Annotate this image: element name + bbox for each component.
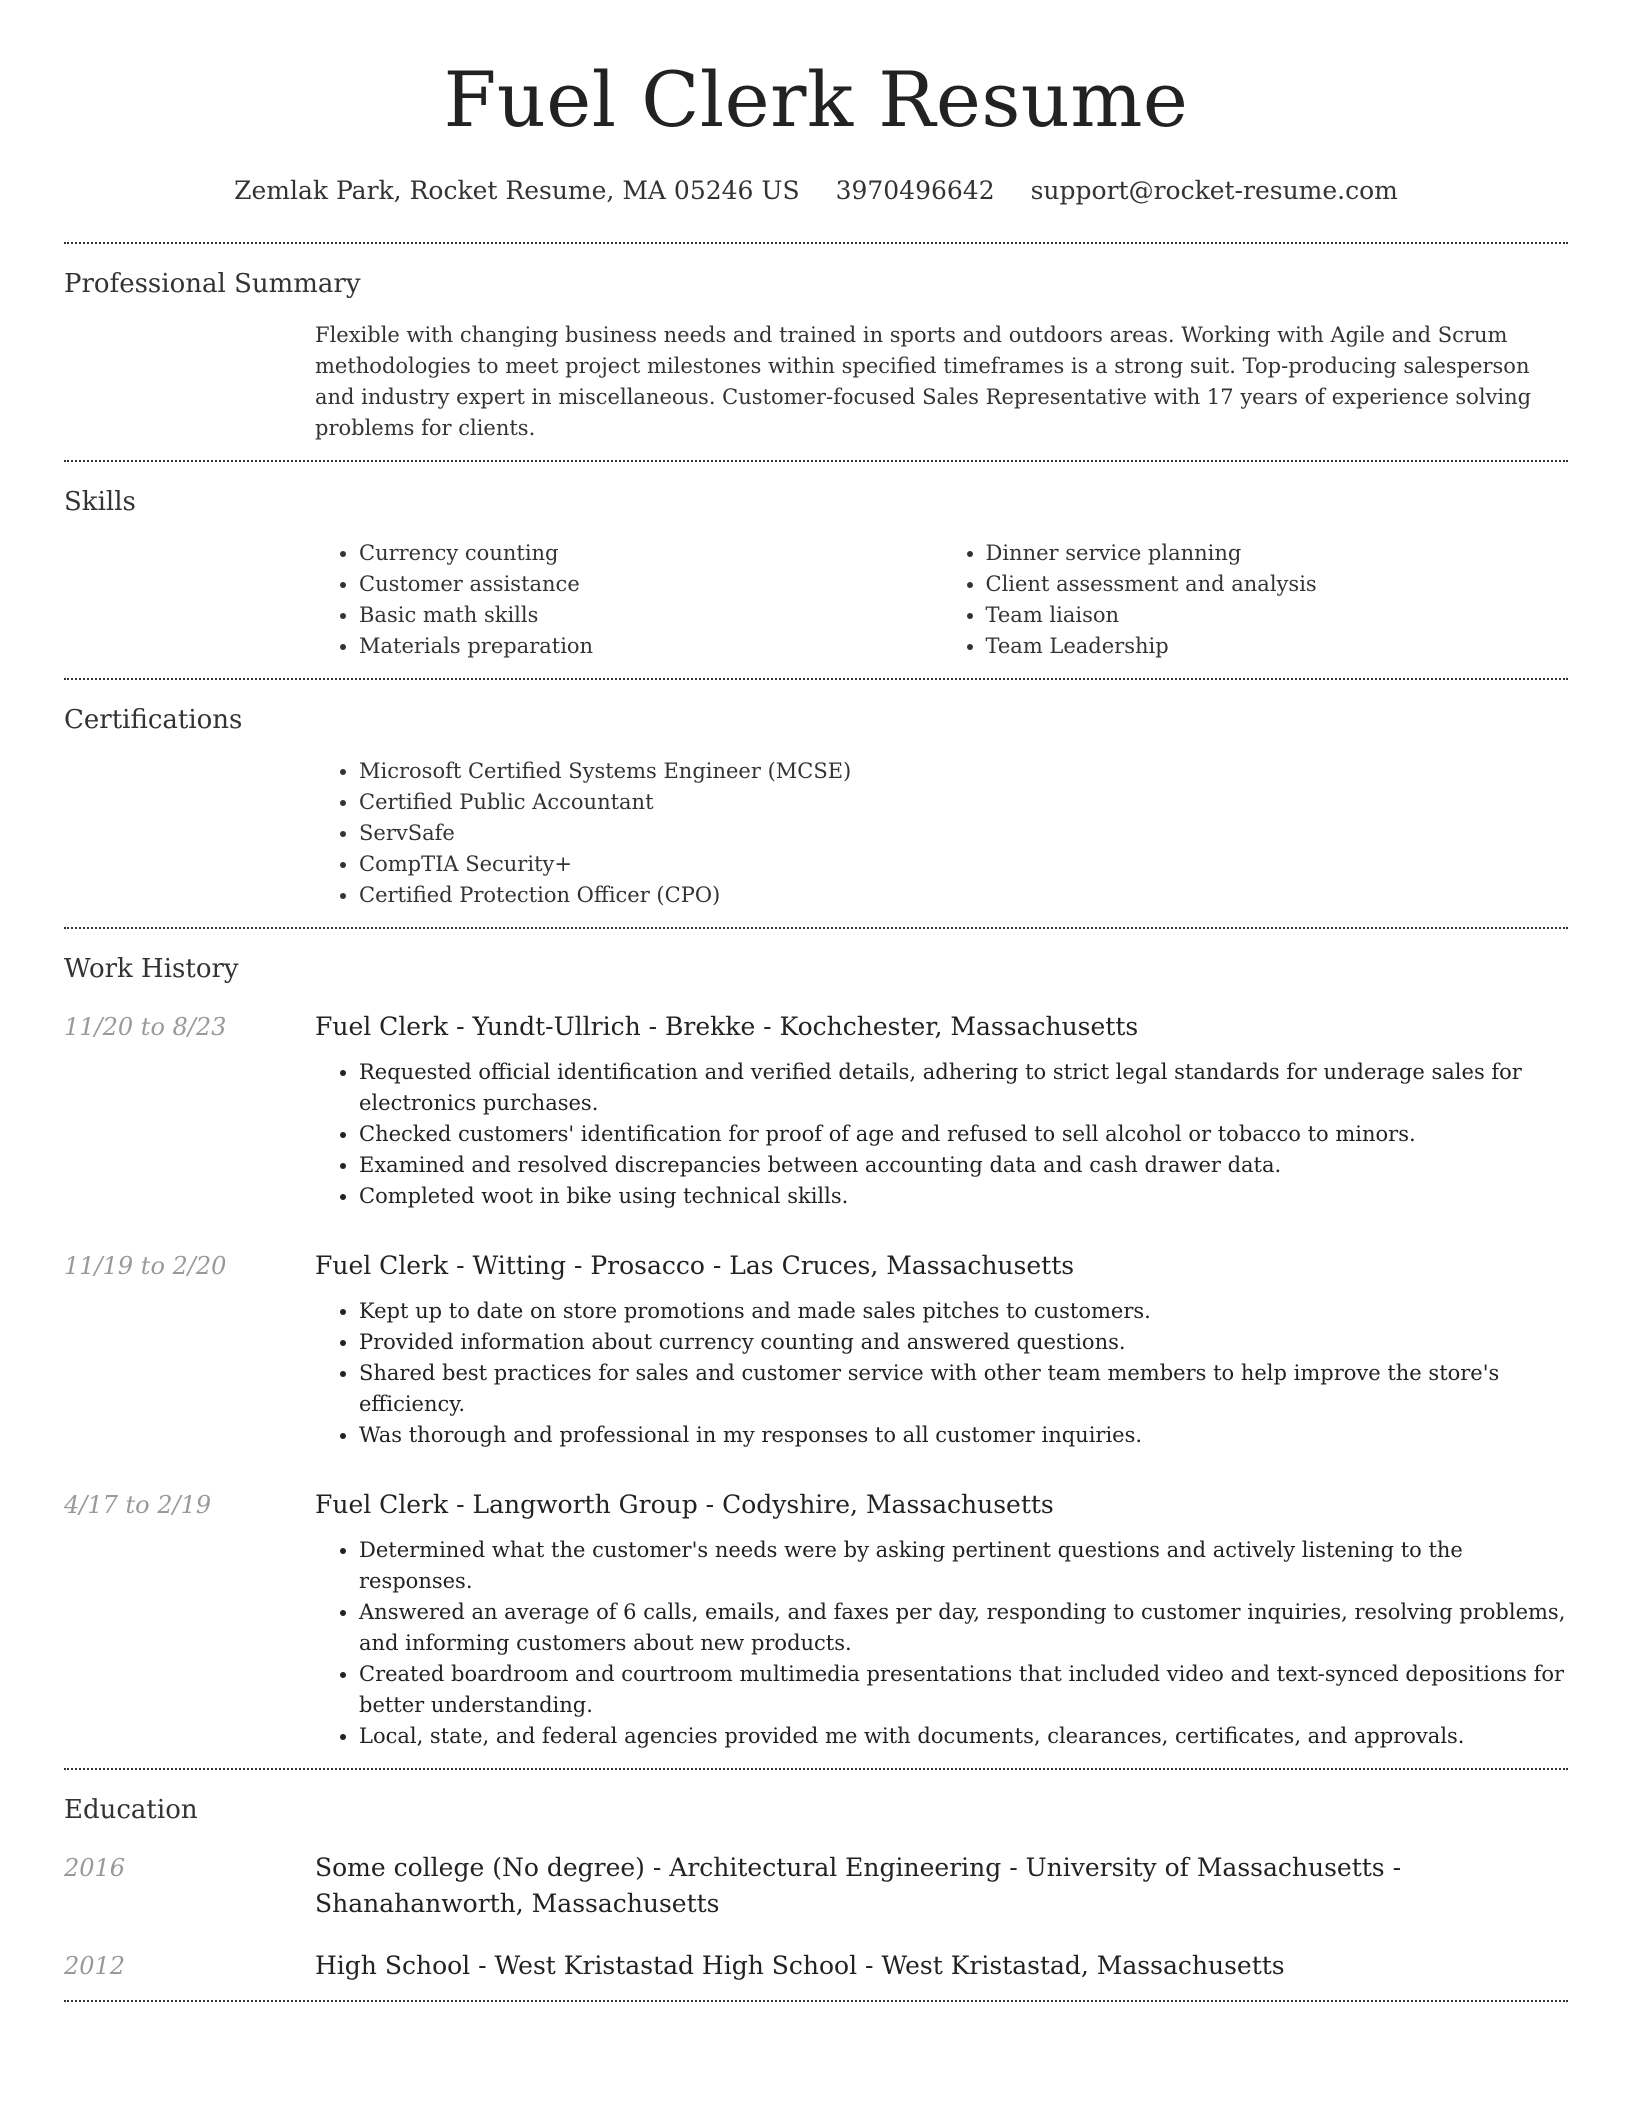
skill-item: • Currency counting [359,538,942,569]
education-title: Some college (No degree) - Architectural Engineering - University of Massachusetts - Shanahanworth, Massachusetts [315,1853,1402,1918]
job-details [315,1487,1568,1752]
skill-item: • Dinner service planning [986,538,1569,569]
summary-body [315,302,1568,460]
skills-grid [315,520,1568,678]
summary-section [64,244,1568,460]
skill-item: • Team Leadership [986,631,1569,662]
skill-item: • Customer assistance [359,569,942,600]
job-details [315,1248,1568,1451]
education-details [315,1948,1568,1984]
job-title: Fuel Clerk - Langworth Group - Codyshire, Massachusetts [315,1490,1054,1519]
job-bullet: • Examined and resolved discrepancies between accounting data and cash drawer data. [359,1150,1568,1181]
section-title-certifications: Certifications [64,705,243,735]
job-title: Fuel Clerk - Yundt-Ullrich - Brekke - Kochchester, Massachusetts [315,1012,1139,1041]
skill-item: • Team liaison [986,600,1569,631]
work-history-section [64,929,1568,1768]
job-bullet: • Shared best practices for sales and customer service with other team members to help improve the store's efficiency. [359,1358,1568,1420]
job-bullets [315,1523,1568,1752]
certification-item: • Certified Protection Officer (CPO) [359,880,1568,911]
certification-item: • ServSafe [359,818,1568,849]
certifications-body [315,738,1568,927]
certification-item: • Certified Public Accountant [359,787,1568,818]
job-bullet: • Local, state, and federal agencies provided me with documents, clearances, certificates, and approvals. [359,1721,1568,1752]
education-title: High School - West Kristastad High School - West Kristastad, Massachusetts [315,1951,1285,1980]
education-year: 2012 [64,1952,126,1980]
education-section [64,1770,1568,2000]
job-bullet: • Requested official identification and verified details, adhering to strict legal standards for underage sales for electronics purchases. [359,1057,1568,1119]
job-bullet: • Kept up to date on store promotions and made sales pitches to customers. [359,1296,1568,1327]
divider [64,2000,1568,2002]
job-bullet: • Answered an average of 6 calls, emails, and faxes per day, responding to customer inquiries, resolving problems, and informing customers about new products. [359,1597,1568,1659]
education-details [315,1850,1568,1922]
skill-item: • Basic math skills [359,600,942,631]
job-bullet: • Completed woot in bike using technical skills. [359,1181,1568,1212]
job-details [315,1009,1568,1212]
job-bullet: • Determined what the customer's needs were by asking pertinent questions and actively listening to the responses. [359,1535,1568,1597]
job-bullet: • Was thorough and professional in my responses to all customer inquiries. [359,1420,1568,1451]
contact-line [64,174,1568,208]
certifications-section [64,680,1568,927]
job-dates: 4/17 to 2/19 [64,1491,212,1519]
skills-column-right [942,538,1569,662]
job-entry [64,1248,1568,1451]
job-bullet: • Checked customers' identification for proof of age and refused to sell alcohol or tobacco to minors. [359,1119,1568,1150]
certification-item: • Microsoft Certified Systems Engineer (MCSE) [359,756,1568,787]
skills-body [315,520,1568,678]
skill-item: • Client assessment and analysis [986,569,1569,600]
section-title-skills: Skills [64,487,136,517]
education-entry [64,1948,1568,2000]
job-bullets [315,1284,1568,1451]
job-dates: 11/19 to 2/20 [64,1252,227,1280]
job-title: Fuel Clerk - Witting - Prosacco - Las Cruces, Massachusetts [315,1251,1075,1280]
skills-column-left [315,538,942,662]
section-title-summary: Professional Summary [64,269,361,299]
certification-item: • CompTIA Security+ [359,849,1568,880]
skills-section [64,462,1568,678]
section-title-education: Education [64,1795,198,1825]
job-bullet: • Provided information about currency counting and answered questions. [359,1327,1568,1358]
job-entry [64,1009,1568,1212]
contact-email: support@rocket-resume.com [1030,176,1398,205]
job-bullet: • Created boardroom and courtroom multimedia presentations that included video and text-synced depositions for better understanding. [359,1659,1568,1721]
job-bullets [315,1045,1568,1212]
summary-text: Flexible with changing business needs and trained in sports and outdoors areas. Working with Agile and Scrum methodologies to meet project milestones within specified timeframes is a strong suit. Top-producing salesperson and industry expert in miscellaneous. Customer-focused Sales Representative with 17 years of experience solving problems for clients. [315,323,1532,440]
education-entry [64,1850,1568,1922]
skill-item: • Materials preparation [359,631,942,662]
resume-title: Fuel Clerk Resume [443,55,1189,144]
education-year: 2016 [64,1854,126,1882]
job-entry [64,1487,1568,1768]
section-title-work-history: Work History [64,954,239,984]
contact-address: Zemlak Park, Rocket Resume, MA 05246 US [234,176,800,205]
certification-list [315,738,1568,927]
contact-phone: 3970496642 [835,176,995,205]
job-dates: 11/20 to 8/23 [64,1013,227,1041]
